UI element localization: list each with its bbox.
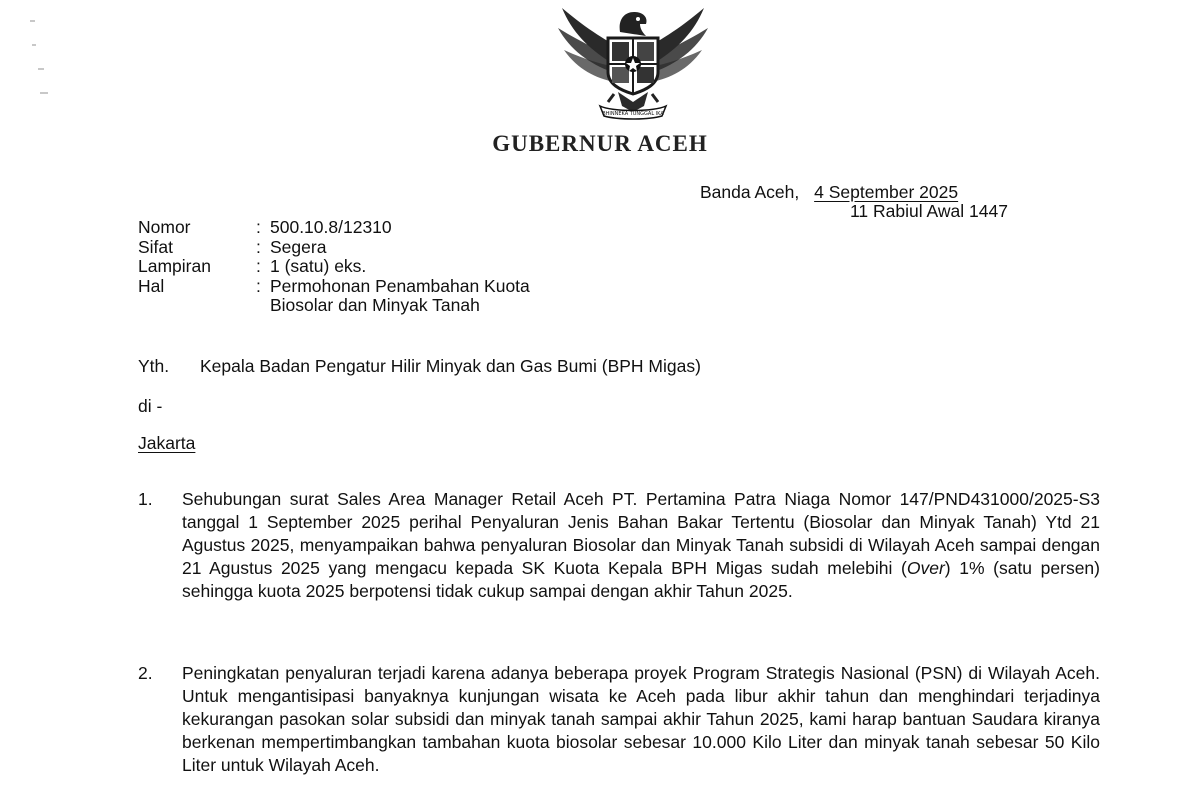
meta-row-nomor xyxy=(138,218,690,238)
scan-mark xyxy=(40,92,48,94)
meta-label: Nomor xyxy=(138,217,191,237)
meta-value: Segera xyxy=(270,236,327,257)
meta-colon xyxy=(256,296,270,316)
meta-label xyxy=(138,296,256,316)
meta-row-lampiran xyxy=(138,257,690,277)
garuda-pancasila-emblem-icon xyxy=(548,2,718,120)
meta-row-sifat xyxy=(138,238,690,258)
body-paragraph-1 xyxy=(138,488,1100,603)
meta-colon: : xyxy=(256,275,261,296)
paragraph-number: 2. xyxy=(138,663,153,683)
scan-mark xyxy=(32,44,36,46)
body-paragraph-2 xyxy=(138,662,1100,777)
meta-row-hal xyxy=(138,277,690,297)
letter-metadata xyxy=(138,218,690,316)
paragraph-italic-word: Over xyxy=(906,558,945,578)
paragraph-text-part: ) 1% (satu persen) sehingga kuota 2025 berpotensi tidak cukup sampai dengan akhir Tahun 2025. xyxy=(182,558,1100,601)
yth-label: Yth. xyxy=(138,356,170,376)
addressee-line xyxy=(138,356,701,377)
meta-colon: : xyxy=(256,217,261,237)
meta-label: Sifat xyxy=(138,236,174,257)
paragraph-text xyxy=(182,488,1100,603)
date-block xyxy=(700,183,1008,221)
paragraph-number: 1. xyxy=(138,489,153,509)
date-gregorian: 4 September 2025 xyxy=(814,182,959,202)
meta-colon: : xyxy=(256,236,261,257)
date-hijri: 11 Rabiul Awal 1447 xyxy=(850,201,1008,221)
meta-value: Biosolar dan Minyak Tanah xyxy=(270,295,480,315)
meta-row-hal-continued xyxy=(138,296,690,316)
addressee-city: Jakarta xyxy=(138,433,196,453)
svg-text:BHINNEKA TUNGGAL IKA: BHINNEKA TUNGGAL IKA xyxy=(602,111,664,117)
recipient: Kepala Badan Pengatur Hilir Minyak dan Gas Bumi (BPH Migas) xyxy=(200,356,701,376)
meta-value: Permohonan Penambahan Kuota xyxy=(270,275,530,296)
paragraph-text-part: Sehubungan surat Sales Area Manager Retail Aceh PT. Pertamina Patra Niaga Nomor 147/PND431000/2025-S3 tanggal 1 September 2025 perihal Penyaluran Jenis Bahan Bakar Tertentu (Biosolar dan Minyak Tanah) Ytd 21 Agustus 2025, menyampaikan bahwa penyaluran Biosolar dan Minyak Tanah subsidi di Wilayah Aceh sampai dengan 21 Agustus 2025 yang mengacu kepada SK Kuota Kepala BPH Migas sudah melebihi ( xyxy=(182,489,1100,578)
letterhead-title: GUBERNUR ACEH xyxy=(492,131,708,156)
meta-label: Lampiran xyxy=(138,256,211,276)
scan-mark xyxy=(30,20,35,22)
meta-value: 500.10.8/12310 xyxy=(270,217,392,237)
paragraph-text: Peningkatan penyaluran terjadi karena adanya beberapa proyek Program Strategis Nasional (PSN) di Wilayah Aceh. Untuk mengantisipasi banyaknya kunjungan wisata ke Aceh pada libur akhir tahun dan menghindari terjadinya kekurangan pasokan solar subsidi dan minyak tanah sampai akhir Tahun 2025, kami harap bantuan Saudara kiranya berkenan mempertimbangkan tambahan kuota biosolar sebesar 10.000 Kilo Liter dan minyak tanah sebesar 50 Kilo Liter untuk Wilayah Aceh. xyxy=(182,663,1100,775)
addressee-di: di - xyxy=(138,396,163,416)
meta-value: 1 (satu) eks. xyxy=(270,256,367,276)
meta-colon: : xyxy=(256,256,261,276)
meta-label: Hal xyxy=(138,275,165,296)
date-place: Banda Aceh, xyxy=(700,182,800,202)
scan-mark xyxy=(38,68,44,70)
